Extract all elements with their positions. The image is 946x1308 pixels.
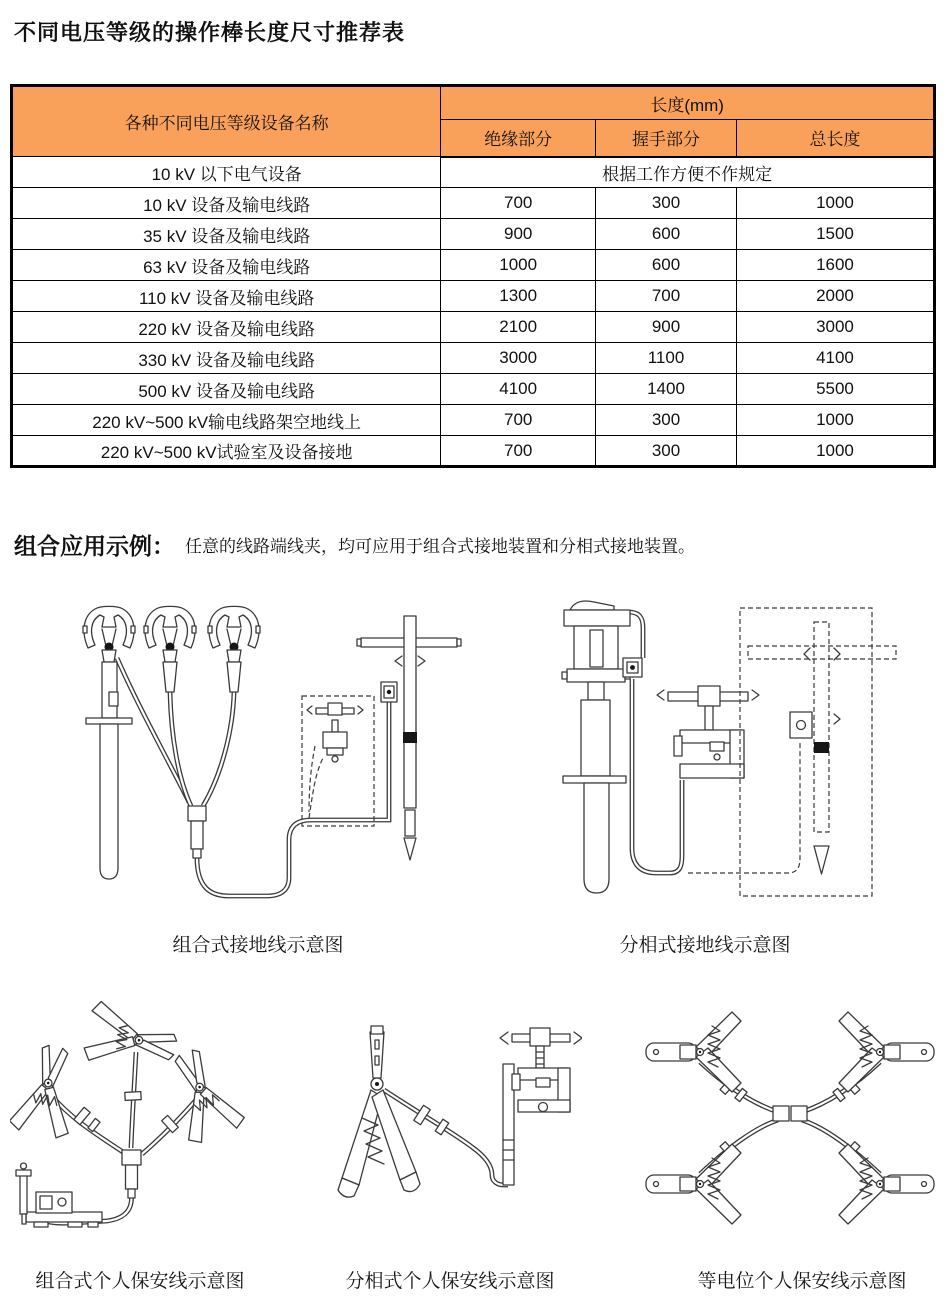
cell-grip: 1400 xyxy=(596,374,737,405)
row-name: 10 kV 设备及输电线路 xyxy=(12,188,441,219)
row-name: 10 kV 以下电气设备 xyxy=(12,157,441,188)
combined-personal-safety-diagram xyxy=(10,996,270,1241)
section-description: 任意的线路端线夹，均可应用于组合式接地装置和分相式接地装置。 xyxy=(185,537,695,556)
col-header-insulation: 绝缘部分 xyxy=(441,120,596,157)
row-name: 220 kV~500 kV输电线路架空地线上 xyxy=(12,405,441,436)
figure-caption: 组合式接地线示意图 xyxy=(172,935,344,956)
row-name: 220 kV 设备及输电线路 xyxy=(12,312,441,343)
row-name: 110 kV 设备及输电线路 xyxy=(12,281,441,312)
cell-total: 3000 xyxy=(736,312,934,343)
table-row xyxy=(12,157,935,188)
figure-caption: 分相式个人保安线示意图 xyxy=(345,1271,555,1292)
table-row xyxy=(12,436,935,467)
cell-insulation: 1300 xyxy=(441,281,596,312)
table-row xyxy=(12,250,935,281)
cell-grip: 1100 xyxy=(596,343,737,374)
table-row xyxy=(12,219,935,250)
figure-caption: 等电位个人保安线示意图 xyxy=(697,1271,907,1292)
table-row xyxy=(12,343,935,374)
col-header-length-group: 长度(mm) xyxy=(441,86,935,120)
figure-caption: 分相式接地线示意图 xyxy=(619,935,791,956)
cell-grip: 700 xyxy=(596,281,737,312)
cell-grip: 900 xyxy=(596,312,737,343)
cell-insulation: 900 xyxy=(441,219,596,250)
cell-grip: 600 xyxy=(596,250,737,281)
row-name: 35 kV 设备及输电线路 xyxy=(12,219,441,250)
page-title: 不同电压等级的操作棒长度尺寸推荐表 xyxy=(14,20,406,45)
combo-example-section xyxy=(14,528,695,561)
col-header-grip: 握手部分 xyxy=(596,120,737,157)
col-header-device: 各种不同电压等级设备名称 xyxy=(12,86,441,157)
cell-insulation: 700 xyxy=(441,436,596,467)
combined-ground-wire-diagram xyxy=(73,596,483,916)
table-row xyxy=(12,188,935,219)
cell-total: 2000 xyxy=(736,281,934,312)
cell-insulation: 2100 xyxy=(441,312,596,343)
cell-grip: 300 xyxy=(596,188,737,219)
cell-grip: 300 xyxy=(596,405,737,436)
cell-insulation: 4100 xyxy=(441,374,596,405)
cell-total: 4100 xyxy=(736,343,934,374)
row-note: 根据工作方便不作规定 xyxy=(441,157,935,188)
table-row xyxy=(12,281,935,312)
cell-insulation: 3000 xyxy=(441,343,596,374)
phase-ground-wire-diagram xyxy=(548,596,938,916)
voltage-length-table xyxy=(10,84,936,468)
cell-insulation: 700 xyxy=(441,405,596,436)
table-row xyxy=(12,405,935,436)
row-name: 330 kV 设备及输电线路 xyxy=(12,343,441,374)
figure-caption: 组合式个人保安线示意图 xyxy=(35,1271,245,1292)
cell-total: 1000 xyxy=(736,405,934,436)
table-row xyxy=(12,312,935,343)
phase-personal-safety-diagram xyxy=(322,1020,582,1210)
table-row xyxy=(12,374,935,405)
row-name: 220 kV~500 kV试验室及设备接地 xyxy=(12,436,441,467)
cell-total: 1500 xyxy=(736,219,934,250)
cell-total: 1000 xyxy=(736,188,934,219)
row-name: 500 kV 设备及输电线路 xyxy=(12,374,441,405)
cell-insulation: 1000 xyxy=(441,250,596,281)
cell-insulation: 700 xyxy=(441,188,596,219)
cell-grip: 600 xyxy=(596,219,737,250)
cell-total: 5500 xyxy=(736,374,934,405)
cell-total: 1600 xyxy=(736,250,934,281)
row-name: 63 kV 设备及输电线路 xyxy=(12,250,441,281)
col-header-total: 总长度 xyxy=(736,120,934,157)
cell-total: 1000 xyxy=(736,436,934,467)
cell-grip: 300 xyxy=(596,436,737,467)
section-title: 组合应用示例： xyxy=(14,533,175,559)
equipotential-personal-safety-diagram xyxy=(640,998,940,1238)
